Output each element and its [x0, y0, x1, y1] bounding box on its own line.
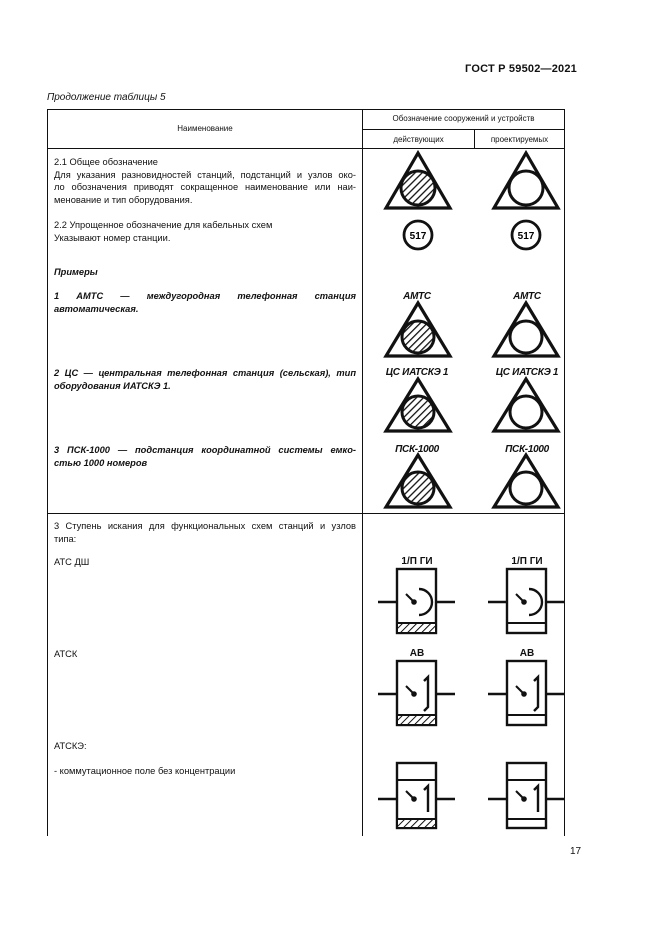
- section-3-line1: 3 Ступень искания для функциональных схем станций и узлов: [54, 521, 356, 531]
- amts-label-existing: АМТС: [403, 291, 431, 302]
- section-2-1-line3: менование и тип оборудования.: [54, 194, 193, 205]
- block-bsl-existing: [378, 763, 455, 828]
- standard-number: ГОСТ Р 59502—2021: [465, 63, 577, 75]
- section-2-1-line2: ло обозначения приводят сокращенное наименование или наи-: [54, 182, 356, 192]
- psk-label-existing: ПСК-1000: [395, 444, 439, 455]
- atcke-label: АТСКЭ:: [54, 741, 87, 751]
- block-2-label-planned: АВ: [519, 648, 535, 659]
- psk-symbol-planned: [494, 455, 558, 507]
- column-header-existing: действующих: [393, 135, 444, 144]
- block-1-label-existing: 1/П ГИ: [401, 556, 433, 567]
- cs-symbol-planned: [494, 379, 558, 431]
- example-3-line2: стью 1000 номеров: [54, 457, 148, 468]
- examples-heading: Примеры: [54, 267, 98, 277]
- cs-label-existing: ЦС ИАТСКЭ 1: [385, 367, 449, 378]
- section-2-2-title: 2.2 Упрощенное обозначение для кабельных схем: [54, 220, 273, 230]
- cs-symbol-existing: [386, 379, 450, 431]
- station-number-planned: [512, 221, 540, 249]
- page-number: 17: [570, 846, 582, 857]
- section-2-1-line1: Для указания разновидностей станций, подстанций и узлов око-: [54, 169, 356, 180]
- block-atc-dsh-existing: [378, 569, 455, 633]
- atc-dsh-label: АТС ДШ: [54, 557, 90, 567]
- table-continuation-caption: Продолжение таблицы 5: [47, 92, 166, 103]
- switch-field-label: - коммутационное поле без концентрации: [54, 766, 236, 776]
- amts-symbol-planned: [494, 303, 558, 356]
- station-number-text-existing: 517: [409, 231, 427, 242]
- block-2-label-existing: АВ: [409, 648, 425, 659]
- example-2-line2: оборудования ИАТСКЭ 1.: [54, 380, 171, 391]
- block-bsl-planned: [488, 763, 565, 828]
- column-header-designation: Обозначение сооружений и устройств: [392, 114, 535, 123]
- section-2-2-line1: Указывают номер станции.: [54, 232, 171, 243]
- block-atck-planned: [488, 661, 565, 725]
- amts-label-planned: АМТС: [513, 291, 541, 302]
- example-3-line1: 3 ПСК-1000 — подстанция координатной системы емко-: [54, 445, 356, 455]
- station-number-text-planned: 517: [517, 231, 535, 242]
- column-header-planned: проектируемых: [490, 135, 549, 144]
- example-1-line1: 1 АМТС — междугородная телефонная станция: [54, 291, 356, 301]
- atck-label: АТСК: [54, 649, 78, 659]
- example-1-line2: автоматическая.: [54, 303, 139, 314]
- cs-label-planned: ЦС ИАТСКЭ 1: [495, 367, 559, 378]
- amts-symbol-existing: [386, 303, 450, 356]
- station-number-existing: [404, 221, 432, 249]
- example-2-line1: 2 ЦС — центральная телефонная станция (сельская), тип: [54, 368, 356, 378]
- station-symbol-existing-general: [386, 153, 450, 208]
- block-1-label-planned: 1/П ГИ: [511, 556, 543, 567]
- psk-label-planned: ПСК-1000: [505, 444, 549, 455]
- station-symbol-planned-general: [494, 153, 558, 208]
- block-atck-existing: [378, 661, 455, 725]
- psk-symbol-existing: [386, 455, 450, 507]
- section-2-1-title: 2.1 Общее обозначение: [54, 157, 158, 167]
- column-header-name: Наименование: [177, 124, 233, 133]
- section-3-line2: типа:: [54, 533, 77, 544]
- block-atc-dsh-planned: [488, 569, 565, 633]
